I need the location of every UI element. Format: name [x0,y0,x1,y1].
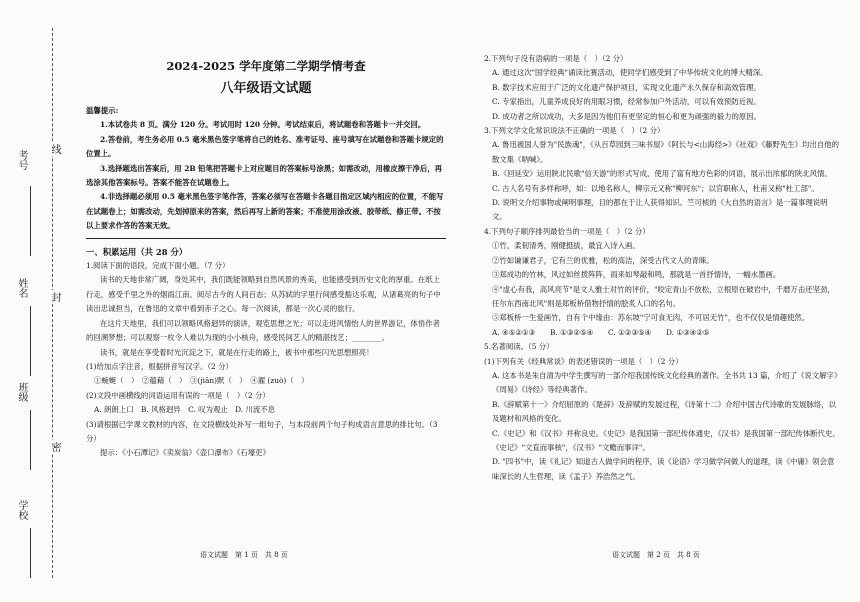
question-4-sentence: ⑤郑板桥一生爱画竹，自有个中缘由：苏东坡"宁可食无肉，不可居无竹"，也不仅仅是情趣使然。 [492,313,810,323]
question-1-intro: 1.阅读下面的语段，完成下面小题。（7 分） [86,261,230,271]
question-5-sub1: (1)下列有关《经典常谈》的表述错误的一项是（ ）（2 分） [484,356,683,366]
name-label: 姓名 [16,278,27,298]
question-1-sub2: (2)文段中画横线的词语运用有误的一项是（ ）（2 分） [86,390,270,400]
question-4-options: A. ④⑤②①③ B. ①③②⑤④ C. ①②③⑤④ D. ①③④②⑤ [492,327,710,337]
left-page [86,0,446,461]
question-3-option: D. 说明文介绍事物或阐明事理，目的都在于让人获得知识。竺可桢的《大自然的语言》是一篇事理说明文。 [492,198,828,222]
question-2-option: C. 专家指出，儿童养成良好的用眼习惯，经常参加户外活动，可以有效预防近视。 [492,97,761,107]
question-2: 2.下列句子没有语病的一项是（ ）（2 分） [484,54,628,63]
question-1-sub1: (1)给加点字注音，根据拼音写汉字。（2 分） [86,361,233,371]
name-blank[interactable] [30,306,31,376]
exam-title: 2024-2025 学年度第二学期学情考查 [166,59,366,73]
school-blank[interactable] [30,528,31,578]
footer-right: 语文试题 第 2 页 共 8 页 [612,551,700,559]
exam-subtitle: 八年级语文试题 [220,81,312,96]
binding-mark-line: 线 [49,144,60,154]
question-1-sub3: (3)请根据已学课文教材的内容，在文段横线处补写一组句子，与本段前两个句子构成语言意思的排比句。（3 分） [86,419,438,443]
question-4-sentence: ③郑成功的竹林，风过如丝拨阵阵，雨来如琴敲和鸣，那就是一首抒情诗，一幅水墨画。 [492,270,781,280]
right-page [484,0,840,484]
notice-item: 4.非选择题必须用 0.5 毫米黑色签字笔作答，答案必须写在答题卡各题目指定区域内相应的位置，不能写在试题卷上；如需改动，先划掉原来的答案，然后再写上新的答案；不准使用涂改液、胶带纸、修正带。不按以上要求作答的答案无效。 [86,192,444,231]
school-label: 学校 [16,500,27,520]
question-5: 5.名著阅读。（5 分） [484,342,554,352]
question-5-option: A. 这本书是朱自清为中学生撰写的一部介绍我国传统文化经典的著作。全书共 13 篇，介绍了《说文解字》《周易》《诗经》等经典著作。 [492,370,838,395]
question-3-option: A. 鲁迅被国人誉为"民族魂"，《从百草园到三味书屋》《阿长与<山海经>》《社戏》《藤野先生》均出自他的散文集《呐喊》。 [492,140,840,164]
passage-paragraph: 读书，就是在享受着时光沉淀之下，就是在行走的路上，被书中那些闪光思想照亮！ [100,347,374,357]
question-3-option: C. 古人名号有多样称呼，如：以地名称人，柳宗元又称"柳河东"；以官职称人，杜甫又称"杜工部"。 [492,183,819,193]
question-4-sentence: ②竹如谦谦君子，它有兰的优雅，松的高洁，深受古代文人的青睐。 [492,255,714,265]
binding-mark-seal: 封 [49,292,60,302]
exam-no-blank[interactable] [30,186,31,256]
notice-item: 2.答卷前，考生务必用 0.5 毫米黑色签字笔将自己的姓名、准考证号、座号填写在试题卷和答题卡规定的位置上。 [86,134,444,159]
exam-no-label: 考号 [16,150,27,170]
question-4-sentence: ④"虚心有我，高风亮节"是文人雅士对竹的评价，"咬定青山不放松，立根原在破岩中，千磨万击还坚劲，任尔东西南北风"则是郑板桥借物抒情的脍炙人口的名句。 [492,284,835,308]
passage-paragraph: 读书的天地非常广阔，身处其中，我们既能领略到自然风景的秀美，也能感受到历史文化的厚重。在纸上行走，感受千里之外的烟雨江南、阅尽古今的人间百态；从苏轼的字里行间感受豁达乐观，从诸葛亮的句子中读出忠诚担当，在鲁迅的文章中看到赤子之心。每一次阅读，都是一次心灵的旅行。 [86,275,441,314]
question-3: 3.下列文学文化常识说法不正确的一项是（ ）（2 分） [484,126,665,136]
section-heading: 一、积累运用（共 28 分） [86,238,446,259]
question-5-option: B.《辞赋第十一》介绍屈原的《楚辞》及辞赋的发展过程，《诗第十二》介绍中国古代诗歌的发展脉络，以及题材和风格的变化。 [492,399,837,424]
binding-mark-secret: 密 [49,442,60,452]
question-2-option: A. 通过这次"国学经典"诵读比赛活动，使同学们感受到了中华传统文化的博大精深。 [492,68,768,78]
class-blank[interactable] [30,410,31,470]
question-1-sub3-hint: 提示：《小石潭记》《卖炭翁》《壶口瀑布》《石壕吏》 [100,448,270,458]
question-2-option: D. 成功者之所以成功，大多是因为他们有更坚定的恒心和更为顽强的毅力的原因。 [492,111,762,121]
footer-left: 语文试题 第 1 页 共 8 页 [200,551,288,559]
question-5-option: D. "四书"中，读《礼记》知道古人做学问的程序，读《论语》学习做学问做人的道理，读《中庸》领会意味深长的人生哲理，读《孟子》养浩然之气。 [492,457,835,481]
passage-paragraph: 在这片天地里，我们可以领略风格迥异的演讲，观览思想之光；可以走进风情怡人的世界游记，体悟作者的回溯梦想；可以观察一枚令人难以为现的小小核舟，感受民间艺人的精湛技艺；________。 [86,318,440,343]
question-1-sub1-items: ①蜿蜒（ ） ②蕴藉（ ） ③(jiān)默（ ） ④濯 (zuò)（ ） [94,376,309,386]
question-1-sub2-options: A. 朗朗上口 B. 风格迥异 C. 叹为观止 D. 川流不息 [94,405,276,415]
question-4-sentence: ①竹，柔韧清秀，刚健挺拔，最宜入诗入画。 [492,241,640,251]
notice-heading: 温馨提示: [86,106,119,115]
question-3-option: B.《回延安》运用陕北民歌"信天游"的形式写成，使用了富有地方色彩的词语，展示出浓郁的陕北风情。 [492,169,832,179]
binding-strip [0,0,76,602]
notice-item: 1.本试卷共 8 页。满分 120 分。考试用时 120 分钟。考试结束后，将试题卷和答题卡一并交回。 [100,120,426,130]
class-label: 班级 [16,382,27,402]
notice-item: 3.选择题选出答案后，用 2B 铅笔把答题卡上对应题目的答案标号涂黑；如需改动，用橡皮擦干净后，再选涂其他答案标号。答案不能答在试题卷上。 [86,163,443,188]
question-5-option: C.《史记》和《汉书》并称良史。《史记》是我国第一部纪传体通史，《汉书》是我国第一部纪传体断代史。《史记》"文直而事核"，《汉书》"文赡而事详"。 [492,428,840,452]
question-2-option: B. 数字技术应用于广泛的文化遗产保护项目，实现文化遗产永久保存和高效管理。 [492,82,761,92]
question-4: 4.下列句子顺序排列最恰当的一项是（ ）（2 分） [484,226,650,236]
